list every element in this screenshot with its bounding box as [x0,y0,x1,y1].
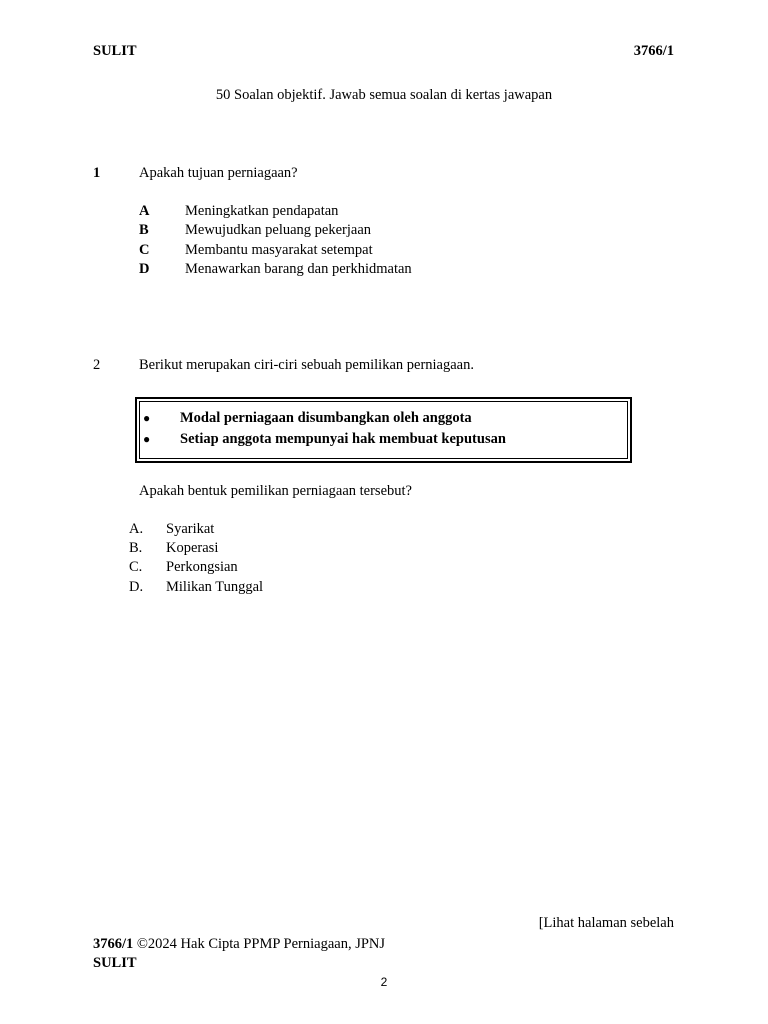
option-c [139,242,539,262]
option-text: Meningkatkan pendapatan [185,203,339,219]
option-letter: D. [129,579,144,595]
footer-copyright-line [93,936,385,953]
question-stem: Apakah tujuan perniagaan? [139,165,298,181]
option-letter: B. [129,540,143,556]
bullet-text: Setiap anggota mempunyai hak membuat keputusan [180,431,506,447]
bullet-icon: ● [143,411,151,425]
option-d [139,261,539,281]
option-d [129,579,429,599]
page-number: 2 [380,975,388,989]
option-text: Milikan Tunggal [166,579,264,595]
option-letter: D [139,261,150,277]
next-page-note: [Lihat halaman sebelah [538,915,674,931]
option-b [129,540,429,560]
question-number: 2 [93,357,101,373]
header-classification: SULIT [93,43,137,59]
footer-copyright: ©2024 Hak Cipta PPMP Perniagaan, JPNJ [136,936,386,952]
option-a [129,521,429,541]
header-paper-code: 3766/1 [633,43,674,59]
bullet-text: Modal perniagaan disumbangkan oleh anggota [180,410,472,426]
option-text: Mewujudkan peluang pekerjaan [185,222,372,238]
option-b [139,222,539,242]
option-letter: A. [129,521,144,537]
option-text: Perkongsian [166,559,238,575]
option-text: Menawarkan barang dan perkhidmatan [185,261,412,277]
question-number: 1 [93,165,101,181]
option-c [129,559,429,579]
option-letter: C [139,242,150,258]
footer-paper-code: 3766/1 [93,936,134,952]
option-text: Koperasi [166,540,219,556]
question-prompt: Apakah bentuk pemilikan perniagaan tersebut? [139,483,412,499]
option-a [139,203,539,223]
option-text: Syarikat [166,521,215,537]
question-stem: Berikut merupakan ciri-ciri sebuah pemilikan perniagaan. [139,357,474,373]
characteristics-box [135,397,632,463]
option-letter: B [139,222,149,238]
option-letter: A [139,203,150,219]
bullet-icon: ● [143,432,151,446]
option-letter: C. [129,559,143,575]
instruction-text: 50 Soalan objektif. Jawab semua soalan di kertas jawapan [215,87,553,103]
option-text: Membantu masyarakat setempat [185,242,373,258]
footer-classification: SULIT [93,955,137,971]
